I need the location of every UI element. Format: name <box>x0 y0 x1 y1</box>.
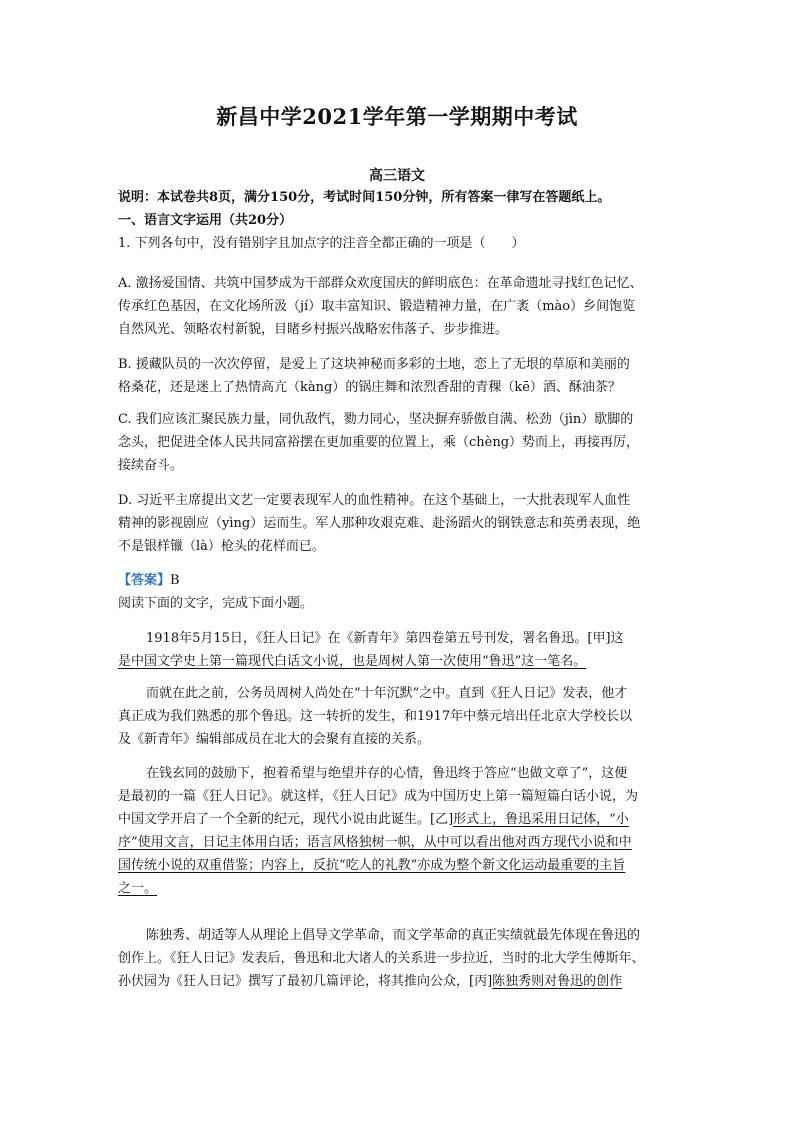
paragraph-line: 而就在此之前，公务员周树人尚处在“十年沉默”之中。直到《狂人日记》发表，他才 <box>146 686 628 701</box>
option-c-line: 接续奋斗。 <box>118 458 184 473</box>
paragraph-line: 是最初的一篇《狂人日记》。就这样，《狂人日记》成为中国历史上第一篇短篇白话小说，为 <box>118 789 639 804</box>
option-d-line: D. 习近平主席提出文艺一定要表现军人的血性精神。在这个基础上，一大批表现军人血性 <box>118 493 631 508</box>
question-stem: 1. 下列各句中，没有错别字且加点字的注音全都正确的一项是（ ） <box>118 236 525 251</box>
answer-line <box>118 569 678 592</box>
answer-block <box>118 569 678 615</box>
option-b-line: 格桑花，还是迷上了热情高亢（kàng）的锅庄舞和浓烈香甜的青稞（kē）酒、酥油茶？ <box>118 380 621 395</box>
option-d-line: 精神的影视剧应（yìng）运而生。军人那种攻艰克难、赴汤蹈火的钢铁意志和英勇表现，绝 <box>118 516 641 531</box>
reading-instruction: 阅读下面的文字，完成下面小题。 <box>118 596 314 611</box>
option-d-line: 不是银样镴（là）枪头的花样而已。 <box>118 539 325 554</box>
option-c-line: C. 我们应该汇聚民族力量，同仇敌忾，勠力同心，坚决摒弃骄傲自满、松劲（jìn）歇脚的 <box>118 412 634 427</box>
answer-value: B <box>170 573 180 588</box>
option-c <box>118 408 678 477</box>
passage-paragraph-2 <box>118 682 678 751</box>
subject-heading: 高三语文 <box>369 168 425 184</box>
answer-label: 【答案】 <box>118 573 171 588</box>
paragraph-text: 中国文学开启了一个全新的纪元，现代小说由此诞生。[乙] <box>118 812 454 827</box>
paragraph-line: 1918年5月15日，《狂人日记》在《新青年》第四卷第五号刊发，署名鲁迅。[甲]这 <box>146 631 624 646</box>
option-d <box>118 489 678 558</box>
underlined-sentence-jia: 是中国文学史上第一篇现代白话文小说，也是周树人第一次使用“鲁迅”这一笔名。 <box>118 654 587 669</box>
section-heading: 一、语言文字运用（共20分） <box>118 213 293 228</box>
passage-paragraph-1 <box>118 627 678 673</box>
paragraph-line: 及《新青年》编辑部成员在北大的会聚有直接的关系。 <box>118 732 431 747</box>
paragraph-line <box>118 808 678 831</box>
paragraph-line <box>118 877 678 900</box>
paragraph-line: 创作上。《狂人日记》发表后，鲁迅和北大诸人的关系进一步拉近，当时的北大学生傅斯年、 <box>118 951 645 966</box>
underlined-sentence-yi: 之一。 <box>118 881 158 896</box>
paragraph-line <box>118 970 678 993</box>
exam-title: 新昌中学2021学年第一学期期中考试 <box>216 104 578 129</box>
underlined-sentence-yi: 序”使用文言，日记主体用白话；语言风格独树一帜，从中可以看出他对西方现代小说和中 <box>118 835 632 850</box>
passage-paragraph-3 <box>118 762 678 900</box>
option-b <box>118 353 678 399</box>
paragraph-line <box>118 854 678 877</box>
underlined-sentence-yi: 形式上，鲁迅采用日记体，“小 <box>453 812 629 827</box>
paragraph-line <box>118 831 678 854</box>
option-b-line: B. 援藏队员的一次次停留，是爱上了这块神秘而多彩的土地，恋上了无垠的草原和美丽的 <box>118 357 630 372</box>
passage-paragraph-4 <box>118 924 678 993</box>
paragraph-line: 真正成为我们熟悉的那个鲁迅。这一转折的发生，和1917年中蔡元培出任北京大学校长以 <box>118 709 633 724</box>
paragraph-line: 在钱玄同的鼓励下，抱着希望与绝望并存的心情，鲁迅终于答应“也做文章了”，这便 <box>146 766 628 781</box>
paragraph-text: 孙伏园为《狂人日记》撰写了最初几篇评论，将其推向公众，[丙] <box>118 974 493 989</box>
underlined-sentence-bing: 陈独秀则对鲁迅的创作 <box>492 974 623 989</box>
option-a <box>118 272 678 341</box>
exam-header-block <box>118 186 678 255</box>
paragraph-line <box>118 650 678 673</box>
option-a-line: 自然风光、领略农村新貌，目睹乡村振兴战略宏伟落子、步步推进。 <box>118 322 509 337</box>
option-c-line: 念头，把促进全体人民共同富裕摆在更加重要的位置上，乘（chèng）势而上，再接再厉， <box>118 435 640 450</box>
option-a-line: 传承红色基因，在文化场所汲（jí）取丰富知识、锻造精神力量，在广袤（mào）乡间饱览 <box>118 299 636 314</box>
underlined-sentence-yi: 国传统小说的双重借鉴；内容上，反抗“吃人的礼教”亦成为整个新文化运动最重要的主旨 <box>118 858 626 873</box>
option-a-line: A. 激扬爱国情、共筑中国梦成为干部群众欢度国庆的鲜明底色：在革命遗址寻找红色记忆、 <box>118 276 643 291</box>
exam-instructions: 说明：本试卷共8页，满分150分，考试时间150分钟，所有答案一律写在答题纸上。 <box>118 190 611 205</box>
paragraph-line: 陈独秀、胡适等人从理论上倡导文学革命，而文学革命的真正实绩就最先体现在鲁迅的 <box>146 928 641 943</box>
